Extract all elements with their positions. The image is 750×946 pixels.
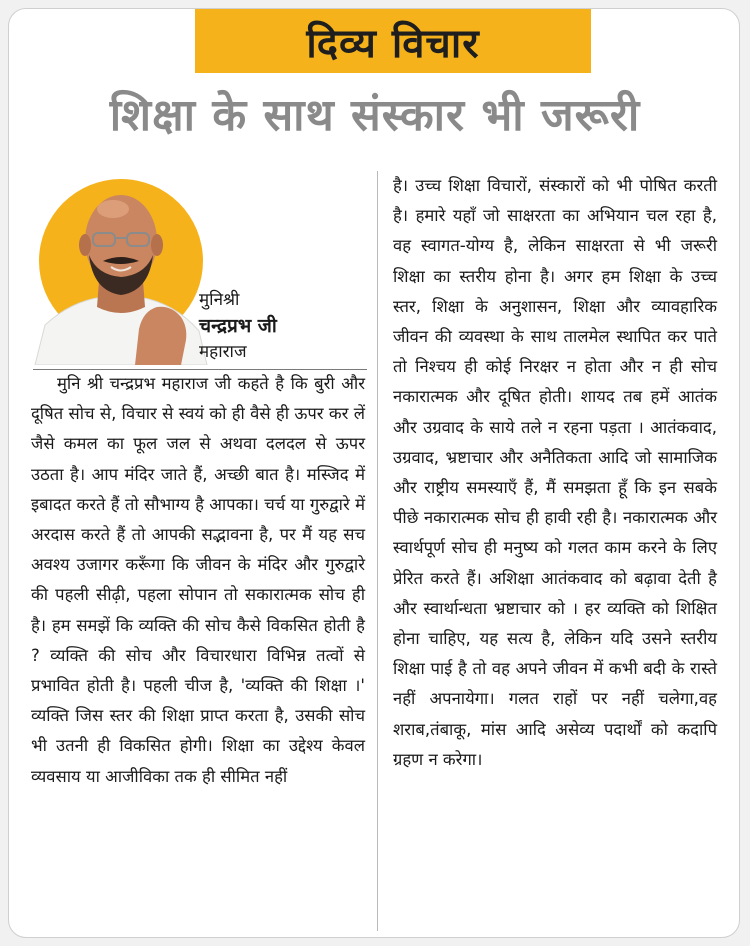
- article-headline: शिक्षा के साथ संस्कार भी जरूरी: [109, 90, 641, 141]
- article-paragraph-right: है। उच्च शिक्षा विचारों, संस्कारों को भी पोषित करती है। हमारे यहाँ जो साक्षरता का अभियान चल रहा है, वह स्वागत-योग्य है, लेकिन साक्षरता से भी जरूरी शिक्षा का स्तरीय होना है। अगर हम शिक्षा के उच्च स्तर, शिक्षा के अनुशासन, शिक्षा और व्यावहारिक जीवन की व्यवस्था के साथ तालमेल स्थापित कर पाते तो निश्चय ही कोई निरक्षर न होता और न ही सोच नकारात्मक और दूषित होती। शायद तब हमें आतंक और उग्रवाद के साये तले न रहना पड़ता । आतंकवाद, उग्रवाद, भ्रष्टाचार और अनैतिकता आदि जो सामाजिक और राष्ट्रीय समस्याएँ हैं, मैं समझता हूँ कि इन सबके पीछे नकारात्मक सोच ही हावी रही है। नकारात्मक और स्वार्थपूर्ण सोच ही मनुष्य को गलत काम करने के लिए प्रेरित करते हैं। अशिक्षा आतंकवाद को बढ़ावा देती है और स्वार्थान्धता भ्रष्टाचार को । हर व्यक्ति को शिक्षित होना चाहिए, यह सत्य है, लेकिन यदि उसने स्तरीय शिक्षा पाई है तो वह अपने जीवन में कभी बदी के रास्ते नहीं अपनायेगा। गलत राहों पर नहीं चलेगा,वह शराब,तंबाकू, मांस आदि असेव्य पदार्थों को कदापि ग्रहण न करेगा।: [393, 176, 717, 769]
- article-column-left: [31, 369, 365, 792]
- author-name: चन्द्रप्रभ जी: [199, 315, 277, 337]
- section-title: दिव्य विचार: [306, 20, 480, 67]
- author-prefix: मुनिश्री: [199, 290, 240, 310]
- article-card: [8, 8, 740, 938]
- portrait-head-highlight: [97, 200, 129, 218]
- portrait-ear-left: [79, 234, 91, 256]
- article-paragraph-left: मुनि श्री चन्द्रप्रभ महाराज जी कहते है कि बुरी और दूषित सोच से, विचार से स्वयं को ही वैसे ही ऊपर कर लें जैसे कमल का फूल जल से अथवा दलदल से ऊपर उठता है। आप मंदिर जाते हैं, अच्छी बात है। मस्जिद में इबादत करते हैं तो सौभाग्य है आपका। चर्च या गुरुद्वारे में अरदास करते हैं तो आपकी सद्भावना है, पर मैं यह सच अवश्य उजागर करूँगा कि जीवन के मंदिर और गुरुद्वारे की पहली सीढ़ी, पहला सोपान तो सकारात्मक सोच ही है। हम समझें कि व्यक्ति की सोच कैसे विकसित होती है ? व्यक्ति की सोच और विचारधारा विभिन्न तत्वों से प्रभावित होती है। पहली चीज है, 'व्यक्ति की शिक्षा ।' व्यक्ति जिस स्तर की शिक्षा प्राप्त करता है, उसकी सोच भी उतनी ही विकसित होगी। शिक्षा का उद्देश्य केवल व्यवसाय या आजीविका तक ही सीमित नहीं: [31, 374, 365, 786]
- article-column-right: [393, 171, 717, 775]
- column-divider: [377, 171, 378, 931]
- portrait-ear-right: [151, 234, 163, 256]
- author-byline: [199, 287, 277, 365]
- section-banner: [195, 9, 591, 73]
- author-portrait: [31, 179, 211, 365]
- author-suffix: महाराज: [199, 342, 247, 362]
